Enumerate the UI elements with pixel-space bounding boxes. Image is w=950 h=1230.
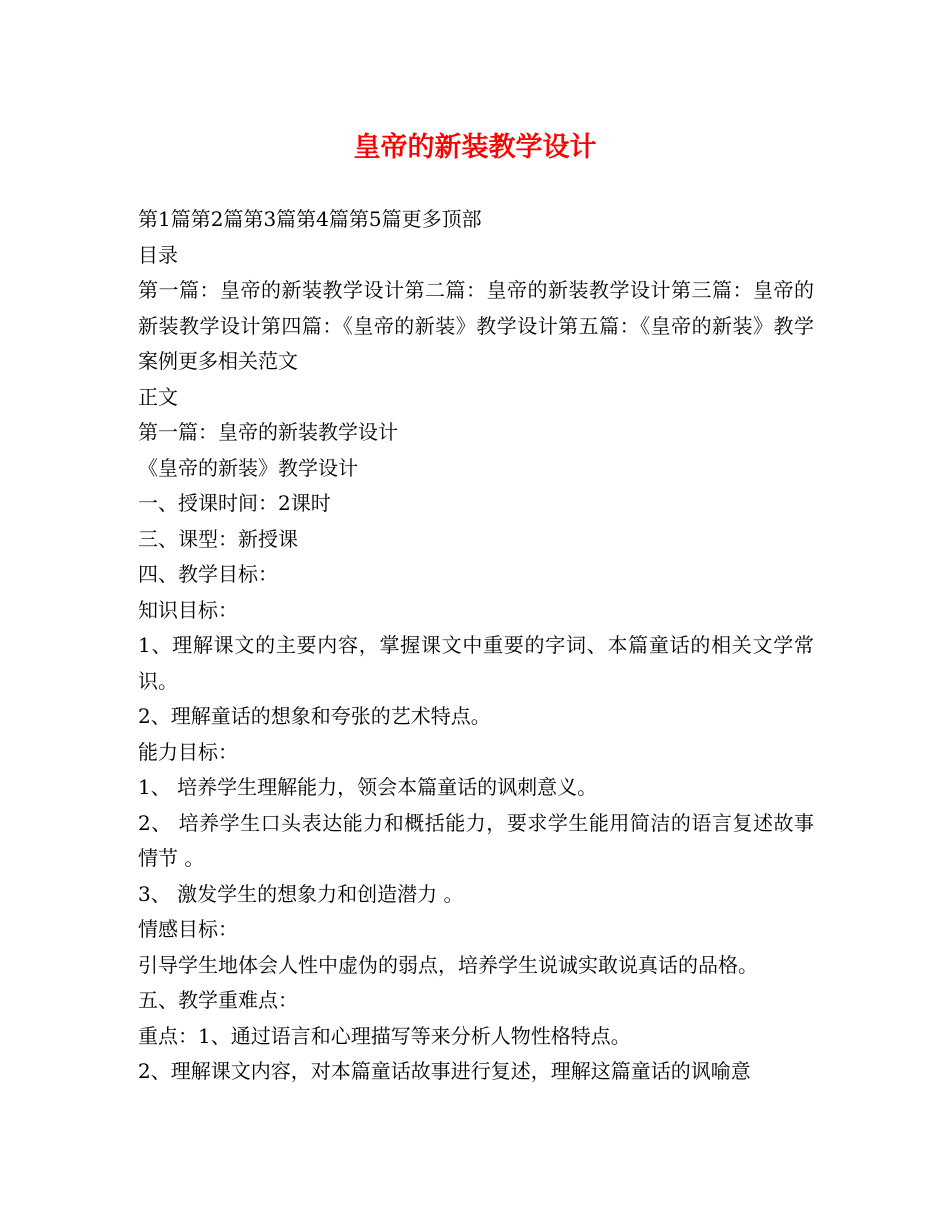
- key-points-heading: 五、教学重难点：: [138, 988, 298, 1012]
- lesson-type: 三、课型：新授课: [138, 526, 298, 551]
- emotion-heading: 情感目标：: [138, 917, 238, 941]
- emotion-item-1: 引导学生地体会人性中虚伪的弱点，培养学生说诚实敢说真话的品格。: [138, 952, 758, 977]
- knowledge-item-1: 1、理解课文的主要内容，掌握课文中重要的字词、本篇童话的相关文学常识。: [138, 633, 814, 693]
- ability-heading: 能力目标：: [138, 739, 238, 764]
- objectives-heading: 四、教学目标：: [138, 562, 278, 586]
- key-point-item-1: 重点：1、通过语言和心理描写等来分析人物性格特点。: [138, 1023, 631, 1048]
- ability-item-3: 3、 激发学生的想象力和创造潜力 。: [138, 881, 464, 906]
- ability-item-1: 1、 培养学生理解能力，领会本篇童话的讽刺意义。: [138, 775, 598, 799]
- toc-label: 目录: [138, 242, 178, 267]
- document-body: [138, 202, 814, 1090]
- knowledge-heading: 知识目标：: [138, 597, 238, 622]
- section-nav: 第1篇第2篇第3篇第4篇第5篇更多顶部: [138, 207, 482, 231]
- toc-text: 第一篇：皇帝的新装教学设计第二篇：皇帝的新装教学设计第三篇：皇帝的新装教学设计第四篇：《皇帝的新装》教学设计第五篇：《皇帝的新装》教学案例更多相关范文: [138, 278, 814, 373]
- class-hours: 一、授课时间：2课时: [138, 491, 331, 515]
- knowledge-item-2: 2、理解童话的想象和夸张的艺术特点。: [138, 704, 491, 728]
- key-point-item-2: 2、理解课文内容，对本篇童话故事进行复述，理解这篇童话的讽喻意: [138, 1059, 751, 1083]
- article-heading: 第一篇：皇帝的新装教学设计: [138, 420, 398, 444]
- article-title: 《皇帝的新装》教学设计: [138, 455, 358, 480]
- ability-item-2: 2、 培养学生口头表达能力和概括能力，要求学生能用简洁的语言复述故事情节 。: [138, 810, 814, 870]
- body-label: 正文: [138, 384, 178, 409]
- document-title: 皇帝的新装教学设计: [353, 132, 597, 163]
